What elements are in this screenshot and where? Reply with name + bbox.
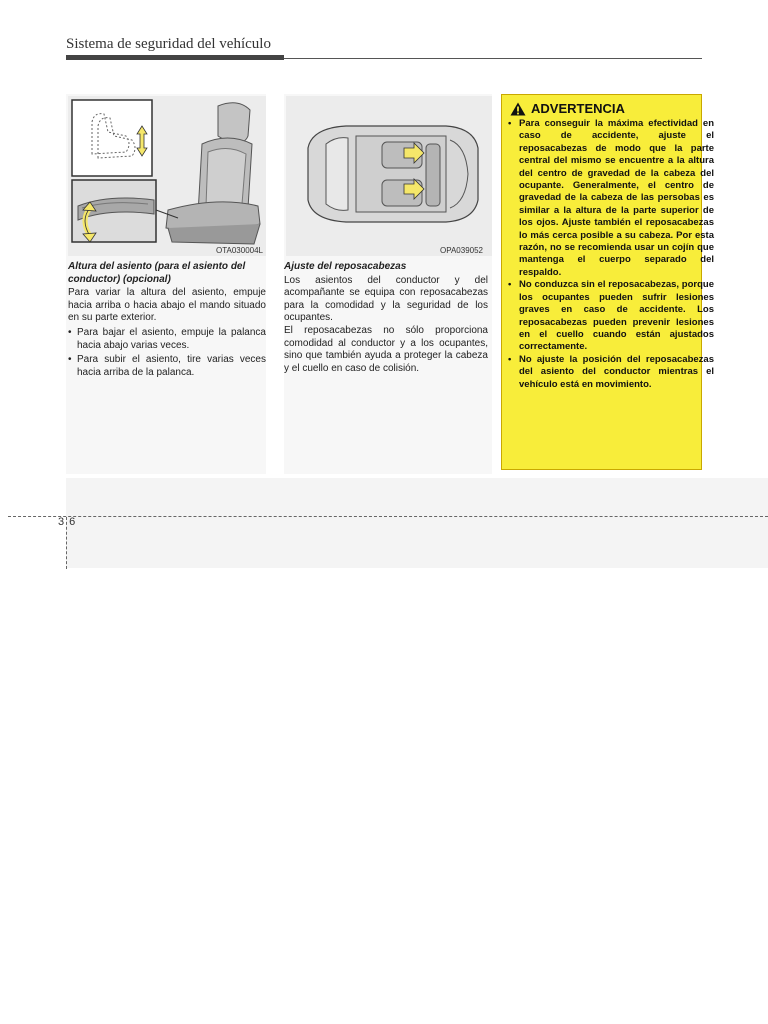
headrest-figure	[286, 96, 492, 256]
page-number: 3 6	[58, 516, 77, 528]
warning-item: • No ajuste la posición del reposacabezas del asiento del conductor mientras el vehículo está en movimiento.	[508, 354, 714, 391]
bullet-item: • Para bajar el asiento, empuje la palanca hacia abajo varias veces.	[68, 327, 266, 352]
page-title: Sistema de seguridad del vehículo	[66, 36, 271, 52]
headrest-paragraph: El reposacabezas no sólo proporciona comodidad al conductor y a los ocupantes, sino que también ayuda a proteger la cabeza y el cuello en caso de colisión.	[284, 324, 488, 374]
warning-header	[510, 101, 701, 116]
headrest-subheading: Ajuste del reposacabezas	[284, 261, 407, 272]
seat-height-figure	[68, 96, 266, 256]
figure-code-1: OTA030004L	[216, 246, 263, 255]
warning-item: • Para conseguir la máxima efectividad en caso de accidente, ajuste el reposacabezas de modo que la parte central del mismo se encuentre a la altura del centro de gravedad de la cabeza del ocupante. Generalmente, el centro de gravedad de la cabeza de las persobas es similar a la altura de la parte superior de los ojos. Ajuste también el reposacabezas lo más cerca posible a su cabeza. Por esta razón, no se recomienda usar un cojín que mantenga el cuerpo separado del respaldo.	[508, 118, 714, 279]
page-footer-shade	[66, 478, 768, 568]
warning-title: ADVERTENCIA	[531, 101, 625, 116]
seat-illustration	[68, 96, 266, 256]
warning-triangle-icon	[510, 102, 526, 116]
warning-list	[502, 118, 714, 391]
page-divider	[8, 516, 768, 517]
seat-height-bullets	[68, 327, 266, 379]
bullet-item: • Para subir el asiento, tire varias veces hacia arriba de la palanca.	[68, 354, 266, 379]
warning-item: • No conduzca sin el reposacabezas, porque los ocupantes pueden sufrir lesiones graves en caso de accidente. Los reposacabezas pueden prevenir lesiones en el cuello cuando están ajustados correctamente.	[508, 279, 714, 353]
seat-height-intro: Para variar la altura del asiento, empuje hacia arriba o hacia abajo el mando situado en su parte exterior.	[68, 287, 266, 324]
seat-height-subheading: Altura del asiento (para el asiento del conductor) (opcional)	[68, 261, 246, 285]
car-top-view-illustration	[286, 96, 492, 256]
warning-box	[501, 94, 714, 470]
headrest-paragraph: Los asientos del conductor y del acompañante se equipa con reposacabezas para la comodidad y la seguridad de los ocupantes.	[284, 274, 488, 324]
headrest-section	[284, 261, 488, 375]
header-rule-accent	[66, 55, 284, 60]
figure-code-2: OPA039052	[440, 246, 483, 255]
seat-height-section	[68, 261, 266, 379]
